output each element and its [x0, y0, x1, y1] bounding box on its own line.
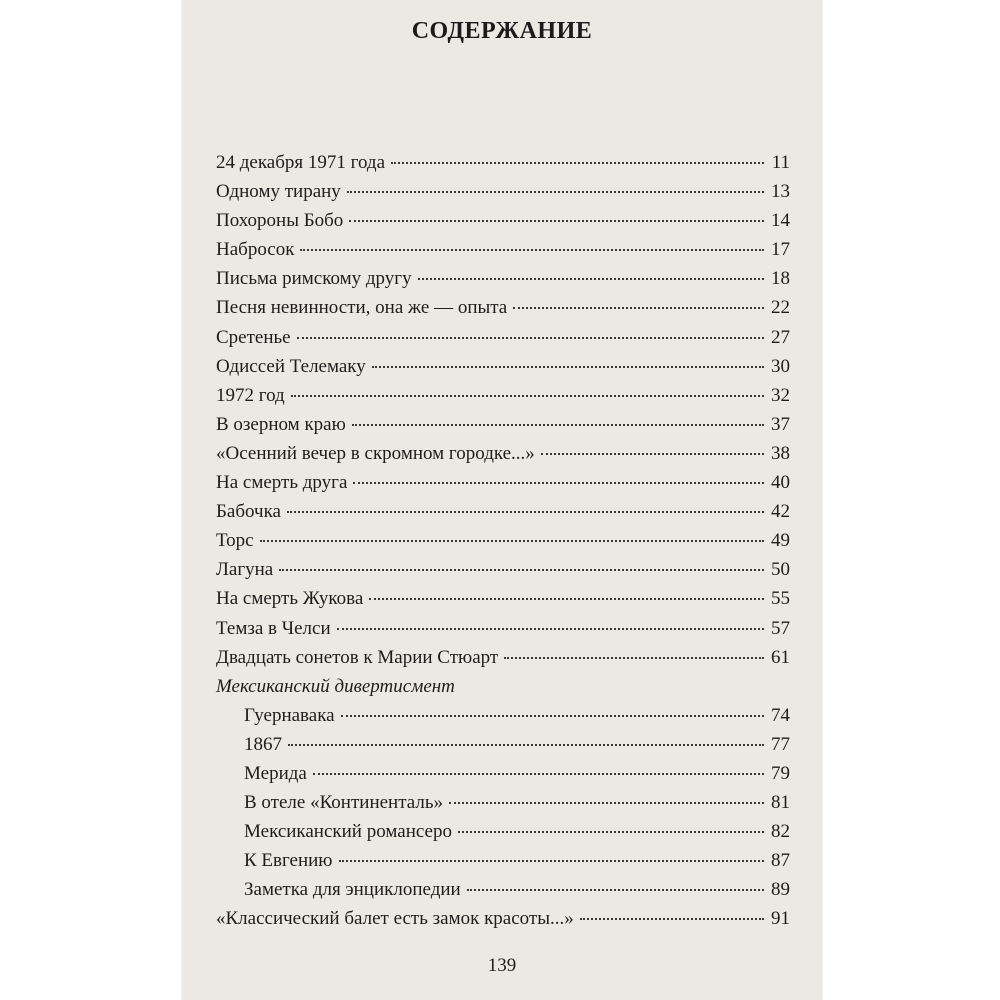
toc-entry-page-number: 13: [771, 181, 790, 203]
toc-dot-leader: [288, 744, 764, 746]
toc-dot-leader: [467, 889, 764, 891]
toc-entry-title: Гуернавака: [244, 704, 335, 726]
toc-section-entries: [216, 705, 790, 909]
toc-entry-page-number: 81: [771, 792, 790, 814]
toc-entry-title: Заметка для энциклопедии: [244, 879, 461, 901]
toc-dot-leader: [339, 860, 764, 862]
toc-entry-page-number: 22: [771, 297, 790, 319]
toc-entry: [216, 239, 790, 268]
toc-entry-page-number: 37: [771, 413, 790, 435]
toc-entry-page-number: 79: [771, 762, 790, 784]
toc-entry-title: Одиссей Телемаку: [216, 355, 366, 377]
toc-dot-leader: [449, 802, 764, 804]
toc-section-heading: [216, 676, 790, 705]
toc-entry-page-number: 61: [771, 646, 790, 668]
toc-dot-leader: [260, 540, 764, 542]
toc-entry-title: 1972 год: [216, 384, 285, 406]
toc-entry-page-number: 89: [771, 879, 790, 901]
toc-entry: [216, 268, 790, 297]
toc-entry-title: Мерида: [244, 762, 307, 784]
toc-entry-page-number: 82: [771, 821, 790, 843]
toc-entry-title: Темза в Челси: [216, 617, 331, 639]
toc-entry: [216, 501, 790, 530]
table-of-contents: [216, 152, 790, 938]
toc-entry-page-number: 74: [771, 704, 790, 726]
toc-entry-title: К Евгению: [244, 850, 333, 872]
toc-dot-leader: [369, 598, 764, 600]
toc-entry-title: На смерть друга: [216, 472, 348, 494]
toc-dot-leader: [291, 395, 764, 397]
toc-entry: [216, 618, 790, 647]
toc-entry: [216, 705, 790, 734]
toc-entry: [216, 181, 790, 210]
toc-entry: [216, 763, 790, 792]
toc-entry-title: В отеле «Континенталь»: [244, 792, 443, 814]
toc-entry-page-number: 32: [771, 384, 790, 406]
toc-entry-title: Похороны Бобо: [216, 210, 344, 232]
toc-entry-page-number: 50: [771, 559, 790, 581]
toc-entry-title: «Осенний вечер в скромном городке...»: [216, 442, 535, 464]
toc-entry: [216, 821, 790, 850]
toc-dot-leader: [504, 657, 764, 659]
toc-dot-leader: [287, 511, 764, 513]
page-number: 139: [487, 955, 517, 976]
toc-entry: [216, 152, 790, 181]
toc-entry: [216, 385, 790, 414]
toc-entry-title: Песня невинности, она же — опыта: [216, 297, 508, 319]
toc-entry-title: Бабочка: [216, 501, 281, 523]
toc-entry-page-number: 27: [771, 326, 790, 348]
toc-entry-title: Сретенье: [216, 326, 291, 348]
toc-entry-title: Одному тирану: [216, 181, 341, 203]
page-title: СОДЕРЖАНИЕ: [411, 18, 593, 44]
toc-entry-title: «Классический балет есть замок красоты...»: [216, 908, 574, 930]
toc-entry: [216, 297, 790, 326]
toc-entry-page-number: 57: [771, 617, 790, 639]
toc-entry: [216, 588, 790, 617]
toc-entry-page-number: 40: [771, 472, 790, 494]
toc-entry-title: На смерть Жукова: [216, 588, 364, 610]
toc-entry-title: Торс: [216, 530, 254, 552]
toc-entry-page-number: 55: [771, 588, 790, 610]
toc-entry-page-number: 77: [771, 733, 790, 755]
toc-dot-leader: [353, 482, 764, 484]
toc-entry-title: Письма римскому другу: [216, 268, 412, 290]
book-page: [182, 0, 822, 1000]
toc-dot-leader: [418, 278, 764, 280]
toc-dot-leader: [347, 191, 764, 193]
toc-entry-title: Двадцать сонетов к Марии Стюарт: [216, 646, 499, 668]
toc-dot-leader: [391, 162, 764, 164]
toc-entry: [216, 356, 790, 385]
toc-entry-title: В озерном краю: [216, 413, 346, 435]
toc-entry: [216, 472, 790, 501]
toc-dot-leader: [341, 715, 764, 717]
toc-dot-leader: [513, 307, 764, 309]
toc-dot-leader: [337, 628, 764, 630]
toc-entry: [216, 559, 790, 588]
toc-entry-title: Мексиканский романсеро: [244, 821, 452, 843]
toc-entry: [216, 792, 790, 821]
toc-entry: [216, 443, 790, 472]
toc-entry-title: Набросок: [216, 239, 295, 261]
toc-entry-title: 1867: [244, 733, 282, 755]
toc-dot-leader: [458, 831, 764, 833]
toc-entry-page-number: 42: [771, 501, 790, 523]
toc-entry-title: 24 декабря 1971 года: [216, 152, 386, 173]
toc-dot-leader: [279, 569, 764, 571]
toc-entry-page-number: 91: [771, 908, 790, 930]
toc-dot-leader: [352, 424, 764, 426]
toc-entry-page-number: 87: [771, 850, 790, 872]
toc-dot-leader: [313, 773, 764, 775]
toc-entry: [216, 734, 790, 763]
toc-dot-leader: [580, 918, 764, 920]
toc-entry: [216, 850, 790, 879]
toc-entry: [216, 414, 790, 443]
toc-entry-page-number: 38: [771, 442, 790, 464]
toc-entry: [216, 879, 790, 908]
section-heading-label: Мексиканский дивертисмент: [216, 675, 455, 697]
toc-entry-title: Лагуна: [216, 559, 274, 581]
toc-main-entries: [216, 152, 790, 676]
toc-entry-page-number: 14: [771, 210, 790, 232]
toc-dot-leader: [300, 249, 764, 251]
toc-entry: [216, 210, 790, 239]
toc-entry-page-number: 17: [771, 239, 790, 261]
toc-dot-leader: [372, 366, 764, 368]
toc-final-entries: [216, 908, 790, 937]
toc-dot-leader: [541, 453, 764, 455]
toc-entry-page-number: 18: [771, 268, 790, 290]
toc-entry: [216, 647, 790, 676]
toc-dot-leader: [297, 337, 764, 339]
toc-entry: [216, 327, 790, 356]
toc-entry-page-number: 11: [771, 152, 790, 173]
toc-dot-leader: [349, 220, 764, 222]
toc-entry: [216, 530, 790, 559]
toc-entry-page-number: 30: [771, 355, 790, 377]
toc-entry: [216, 908, 790, 937]
toc-entry-page-number: 49: [771, 530, 790, 552]
